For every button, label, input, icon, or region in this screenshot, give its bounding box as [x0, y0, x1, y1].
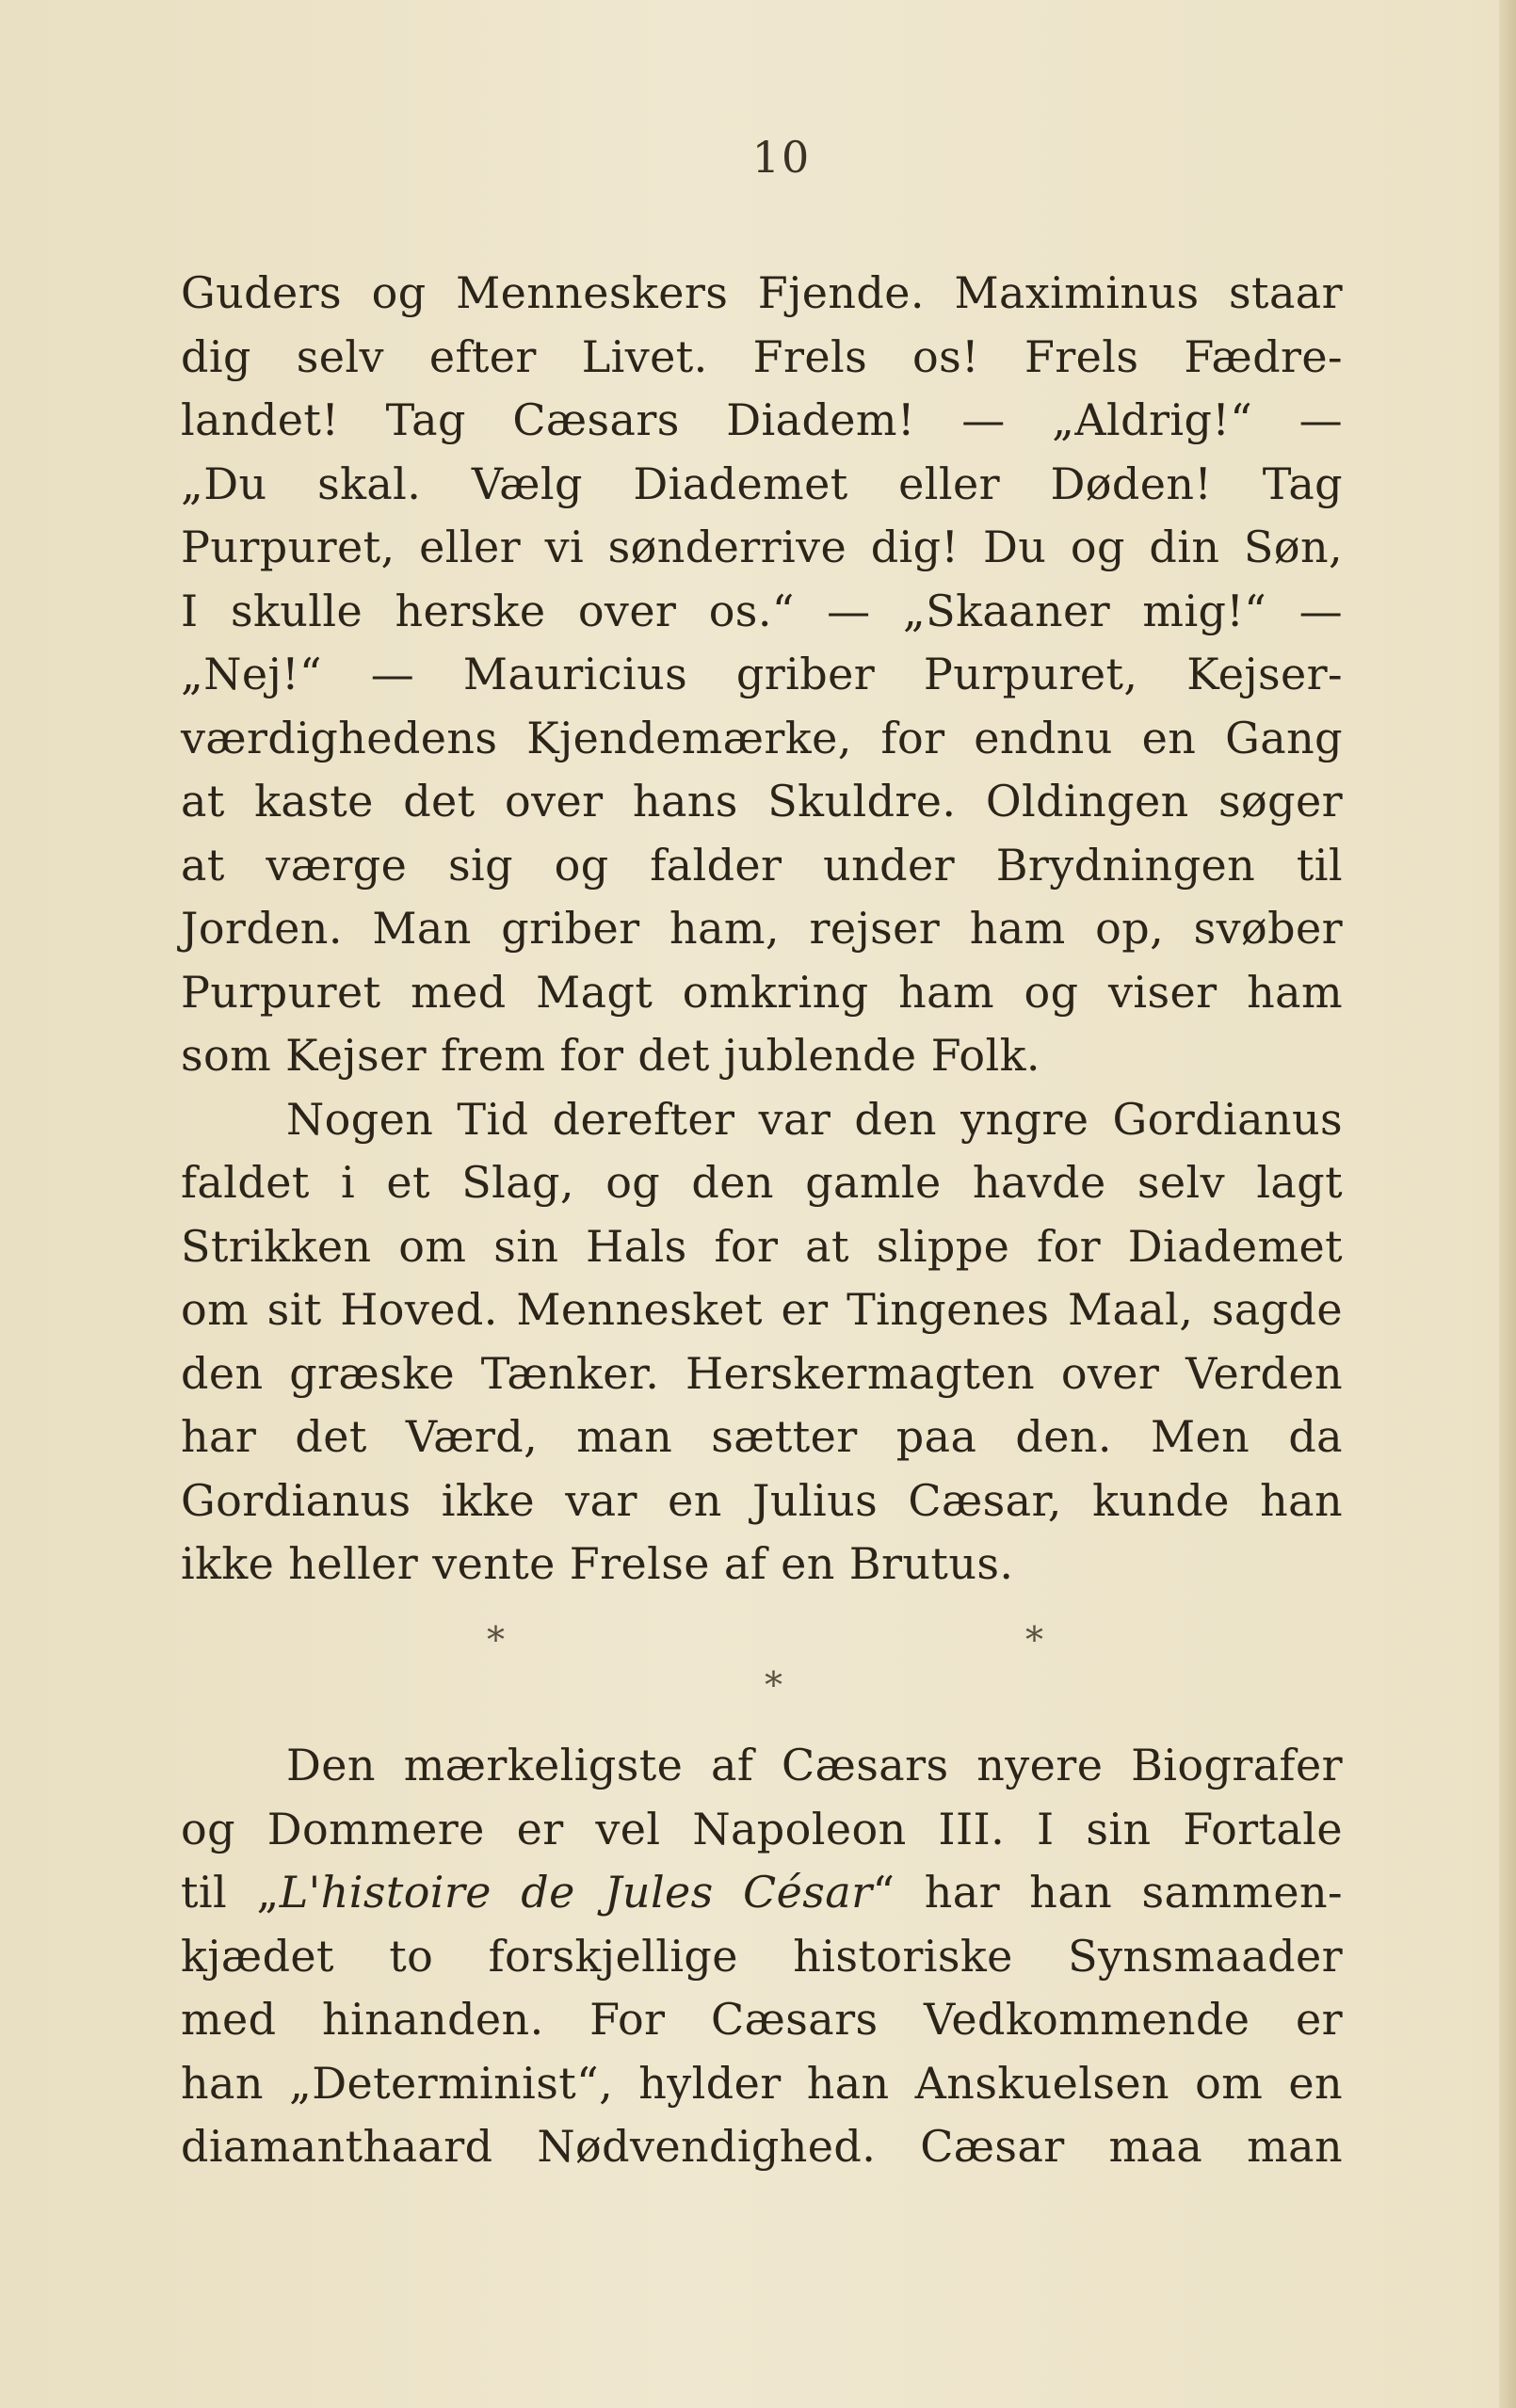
section-text-block — [181, 1734, 1343, 2179]
text-segment: til „ — [181, 1867, 280, 1918]
text-line: kjædet to forskjellige historiske Synsmaader — [181, 1930, 1343, 1982]
text-line: „Nej!“ — Mauricius griber Purpuret, Kejser- — [181, 649, 1343, 699]
asterisk: * — [765, 1664, 782, 1706]
book-title-italic: L'histoire de Jules César — [279, 1867, 873, 1918]
text-line: Purpuret med Magt omkring ham og viser ham — [181, 966, 1343, 1018]
text-line: Gordianus ikke var en Julius Cæsar, kunde han — [181, 1474, 1343, 1526]
text-line: diamanthaard Nødvendighed. Cæsar maa man — [181, 2121, 1343, 2172]
text-line: „Du skal. Vælg Diademet eller Døden! Tag — [181, 458, 1343, 509]
text-line: med hinanden. For Cæsars Vedkommende er — [181, 1994, 1343, 2045]
text-line: han „Determinist“, hylder han Anskuelsen om en — [181, 2057, 1343, 2109]
text-line: som Kejser frem for det jublende Folk. — [181, 1030, 1040, 1081]
text-line: værdighedens Kjendemærke, for endnu en Gang — [181, 712, 1343, 763]
text-line: om sit Hoved. Mennesket er Tingenes Maal, sagde — [181, 1284, 1343, 1335]
asterisk: * — [1025, 1619, 1043, 1661]
asterisk: * — [487, 1619, 505, 1661]
text-line — [181, 1861, 1343, 1925]
text-line: har det Værd, man sætter paa den. Men da — [181, 1411, 1343, 1462]
section-break-asterism — [0, 1619, 1516, 1723]
main-text-block — [181, 262, 1343, 1597]
text-line: Guders og Menneskers Fjende. Maximinus staar — [181, 267, 1343, 318]
text-line: Purpuret, eller vi sønderrive dig! Du og din Søn, — [181, 522, 1343, 572]
text-line: faldet i et Slag, og den gamle havde selv lagt — [181, 1157, 1343, 1208]
text-line: I skulle herske over os.“ — „Skaaner mig!“ — — [181, 585, 1343, 636]
text-line: den græske Tænker. Herskermagten over Verden — [181, 1347, 1343, 1399]
text-line: Strikken om sin Hals for at slippe for Diademet — [181, 1220, 1343, 1272]
page-edge — [1499, 0, 1516, 2408]
text-line: ikke heller vente Frelse af en Brutus. — [181, 1538, 1014, 1589]
text-line: at kaste det over hans Skuldre. Oldingen søger — [181, 776, 1343, 827]
text-line: dig selv efter Livet. Frels os! Frels Fædre- — [181, 330, 1343, 382]
text-line: at værge sig og falder under Brydningen til — [181, 839, 1343, 891]
text-line: landet! Tag Cæsars Diadem! — „Aldrig!“ — — [181, 394, 1343, 445]
text-segment: “ har han sammen- — [872, 1867, 1343, 1918]
page-number: 10 — [751, 132, 812, 183]
text-line: og Dommere er vel Napoleon III. I sin Fortale — [181, 1803, 1343, 1854]
text-line: Den mærkeligste af Cæsars nyere Biografer — [286, 1740, 1343, 1790]
text-line: Nogen Tid derefter var den yngre Gordianus — [286, 1093, 1343, 1145]
text-line: Jorden. Man griber ham, rejser ham op, svøber — [181, 903, 1343, 954]
